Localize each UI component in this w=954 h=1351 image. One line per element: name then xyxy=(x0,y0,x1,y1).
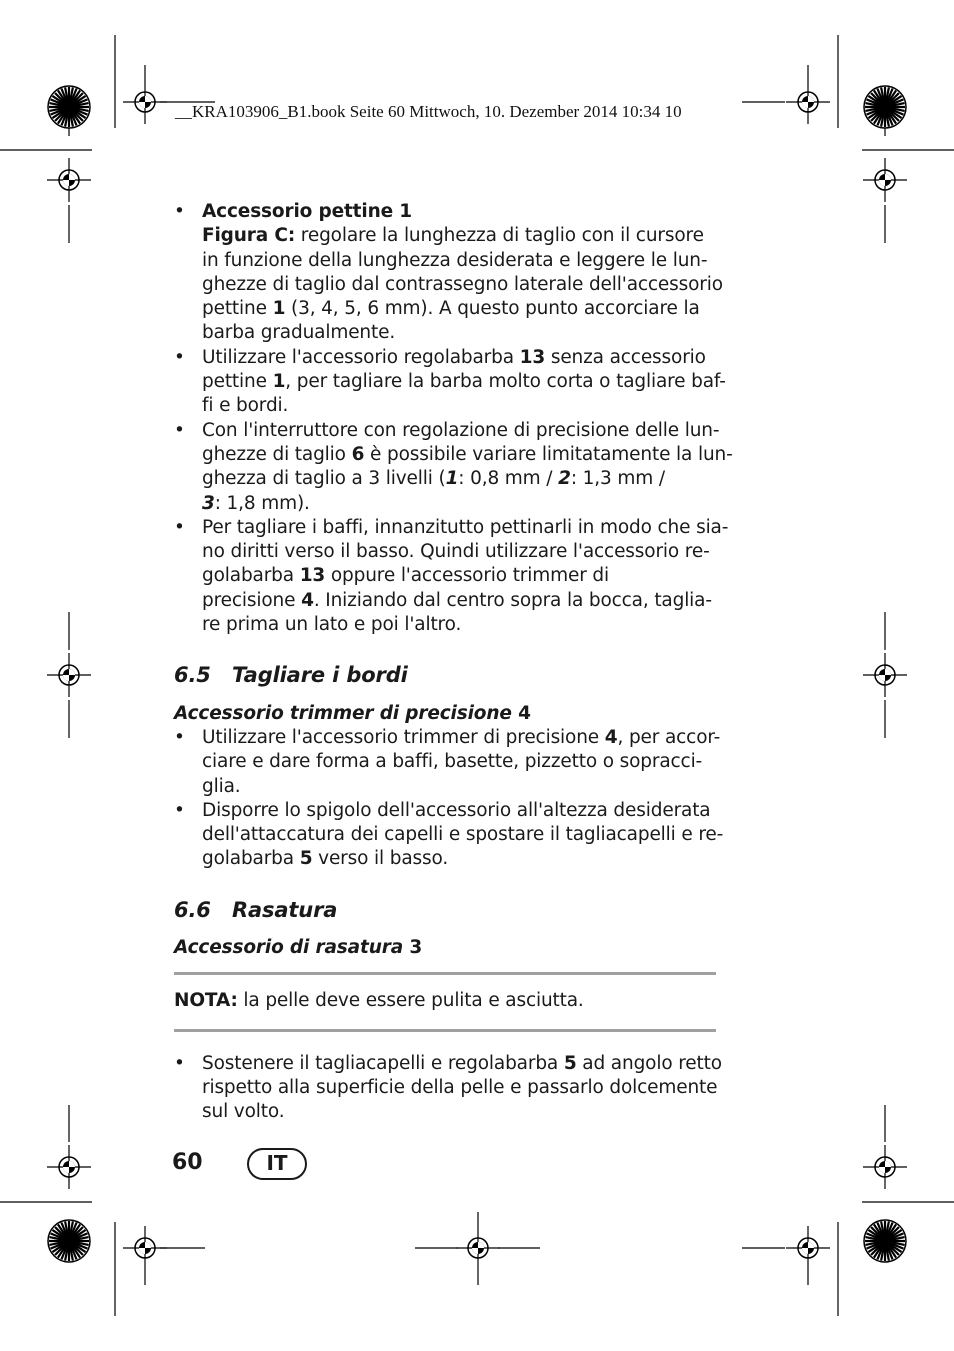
text: . Iniziando dal centro sopra la bocca, taglia- xyxy=(313,589,712,611)
bullet-item xyxy=(174,726,719,799)
text: rispetto alla superficie della pelle e passarlo dolcemente xyxy=(202,1076,718,1098)
text: • Con l'interruttore con regolazione di precisione delle lun- xyxy=(202,419,720,441)
bullet-item xyxy=(174,799,724,872)
figure-label: Figura C: xyxy=(202,225,296,247)
text: • Per tagliare i baffi, innanzitutto pettinarli in modo che sia- xyxy=(202,516,729,538)
text: : 0,8 mm / xyxy=(458,468,559,490)
page-content xyxy=(174,200,733,1125)
text: Utilizzare l'accessorio regolabarba xyxy=(202,346,520,368)
text: re prima un lato e poi l'altro. xyxy=(202,614,462,636)
ref-number: 3 xyxy=(403,937,423,959)
text: glia. xyxy=(202,775,241,797)
page-number: 60 xyxy=(172,1150,203,1175)
section-heading-6-5 xyxy=(174,663,719,687)
text: golabarba xyxy=(202,848,300,870)
text: dell'attaccatura dei capelli e spostare il tagliacapelli e re- xyxy=(202,824,724,846)
note-text: la pelle deve essere pulita e asciutta. xyxy=(237,990,584,1012)
ref-number: 1 xyxy=(272,371,286,393)
ref-number: 1 xyxy=(272,298,286,320)
ref-number: 5 xyxy=(563,1052,577,1074)
text: regolare la lunghezza di taglio con il cursore xyxy=(295,225,704,247)
text: oppure l'accessorio trimmer di xyxy=(325,565,609,587)
registration-mark-icon xyxy=(123,80,167,124)
subheading-text: Accessorio trimmer di precisione xyxy=(174,702,512,724)
color-target-icon xyxy=(864,1220,906,1262)
level-number: 2 xyxy=(558,468,571,490)
text: precisione xyxy=(202,589,302,611)
text: pettine xyxy=(202,298,273,320)
subheading xyxy=(174,702,719,726)
note-label: NOTA: xyxy=(174,990,238,1012)
text: fi e bordi. xyxy=(202,395,289,417)
text: : 1,8 mm). xyxy=(214,492,310,514)
section-number: 6.5 xyxy=(174,663,211,688)
text: sul volto. xyxy=(202,1101,285,1123)
text: verso il basso. xyxy=(312,848,449,870)
text: golabarba xyxy=(202,565,300,587)
registration-mark-icon xyxy=(863,1145,907,1189)
text: , per accor- xyxy=(617,726,721,748)
text: è possibile variare limitatamente la lun- xyxy=(364,443,733,465)
note-rule-bottom xyxy=(174,1029,716,1032)
language-badge: IT xyxy=(247,1148,307,1180)
bullet-item xyxy=(174,419,733,516)
level-number: 1 xyxy=(445,468,459,490)
note-rule-top xyxy=(174,972,716,975)
color-target-icon xyxy=(48,86,90,128)
registration-mark-icon xyxy=(123,1226,167,1270)
text: , per tagliare la barba molto corta o tagliare baf- xyxy=(285,371,726,393)
text: ciare e dare forma a baffi, basette, pizzetto o sopracci- xyxy=(202,751,703,773)
ref-number: 6 xyxy=(351,443,365,465)
text: no diritti verso il basso. Quindi utilizzare l'accessorio re- xyxy=(202,541,710,563)
registration-mark-icon xyxy=(47,1145,91,1189)
color-target-icon xyxy=(864,86,906,128)
text: ghezza di taglio a 3 livelli ( xyxy=(202,468,446,490)
text: : 1,3 mm / xyxy=(570,468,665,490)
registration-mark-icon xyxy=(863,653,907,697)
subheading-text: Accessorio di rasatura xyxy=(174,937,404,959)
bullet-item xyxy=(174,1052,722,1125)
text: ad angolo retto xyxy=(576,1052,722,1074)
text: in funzione della lunghezza desiderata e leggere le lun- xyxy=(202,249,708,271)
registration-mark-icon xyxy=(863,158,907,202)
text: pettine xyxy=(202,371,273,393)
color-target-icon xyxy=(48,1220,90,1262)
text: ghezze di taglio xyxy=(202,443,352,465)
registration-mark-icon xyxy=(47,158,91,202)
text: ghezze di taglio dal contrassegno laterale dell'accessorio xyxy=(202,273,723,295)
bullet-item xyxy=(174,346,726,419)
note-box xyxy=(174,989,719,1013)
section-heading-6-6 xyxy=(174,898,719,922)
text: Sostenere il tagliacapelli e regolabarba xyxy=(202,1052,564,1074)
print-info-header: __KRA103906_B1.book Seite 60 Mittwoch, 10. Dezember 2014 10:34 10 xyxy=(175,102,682,121)
bullet-item xyxy=(174,516,729,637)
text: • Disporre lo spigolo dell'accessorio all'altezza desiderata xyxy=(202,799,711,821)
bullet-title: Accessorio pettine 1 xyxy=(202,201,412,222)
ref-number: 4 xyxy=(301,589,314,611)
subheading xyxy=(174,936,719,960)
ref-number: 4 xyxy=(511,702,531,724)
level-number: 3 xyxy=(202,492,215,514)
text: barba gradualmente. xyxy=(202,322,396,344)
section-title: Rasatura xyxy=(232,897,338,922)
ref-number: 13 xyxy=(299,565,326,587)
registration-mark-icon xyxy=(456,1226,500,1270)
section-title: Tagliare i bordi xyxy=(232,663,408,688)
registration-mark-icon xyxy=(786,80,830,124)
ref-number: 4 xyxy=(604,726,618,748)
ref-number: 13 xyxy=(519,346,546,368)
text: Utilizzare l'accessorio trimmer di precisione xyxy=(202,726,605,748)
registration-mark-icon xyxy=(47,653,91,697)
text: senza accessorio xyxy=(545,346,706,368)
bullet-item xyxy=(174,200,723,346)
text: (3, 4, 5, 6 mm). A questo punto accorciare la xyxy=(285,298,700,320)
section-number: 6.6 xyxy=(174,897,211,922)
ref-number: 5 xyxy=(299,848,313,870)
registration-mark-icon xyxy=(786,1226,830,1270)
